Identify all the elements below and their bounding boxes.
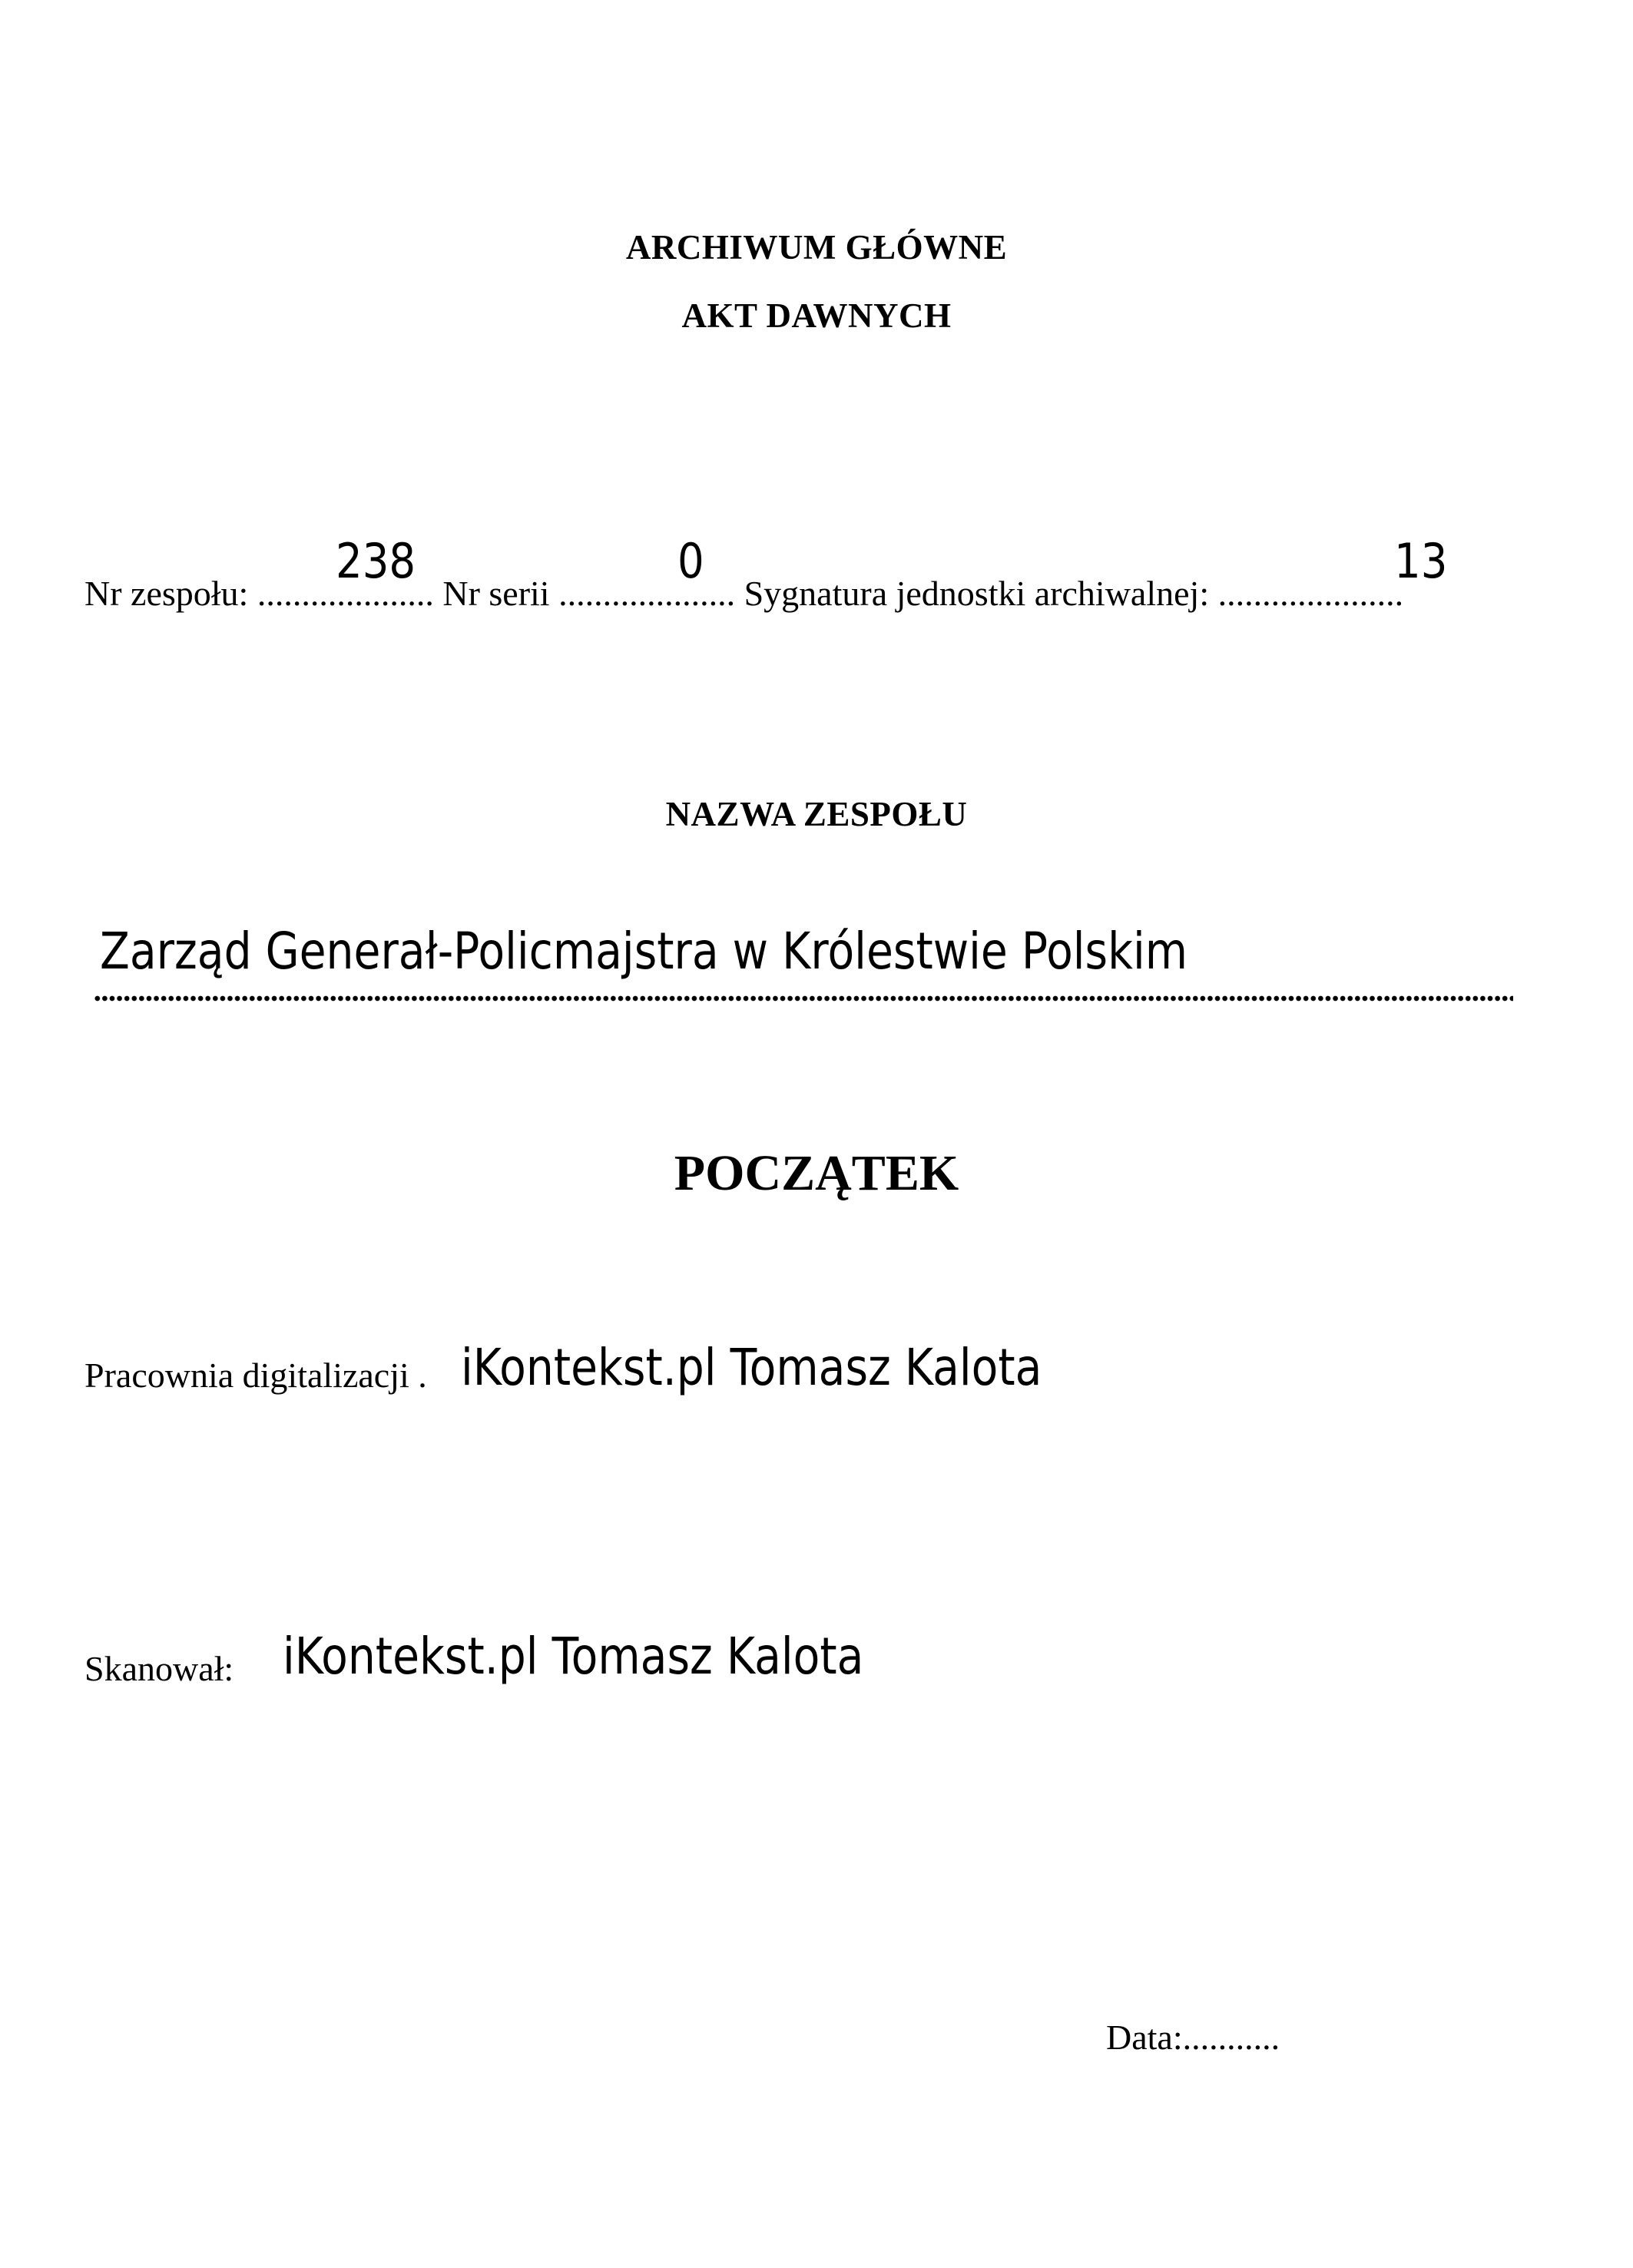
archive-name-line1: ARCHIWUM GŁÓWNE bbox=[625, 228, 1008, 267]
fund-name-value: Zarząd Generał-Policmajstra w Królestwie Polskim bbox=[100, 922, 1188, 981]
archive-name-line2: AKT DAWNYCH bbox=[681, 296, 952, 335]
digitization-lab-label: Pracownia digitalizacji . bbox=[84, 1356, 427, 1395]
fund-number-value: 238 bbox=[336, 533, 416, 589]
series-number-label: Nr serii .................... bbox=[442, 574, 736, 613]
fund-name-heading: NAZWA ZESPOŁU bbox=[665, 795, 968, 833]
section-title: POCZĄTEK bbox=[674, 1145, 959, 1201]
fund-number-label: Nr zespołu: .................... bbox=[84, 574, 434, 613]
series-number-value: 0 bbox=[677, 533, 704, 589]
identifiers-row bbox=[84, 573, 1403, 614]
scanned-by-label: Skanował: bbox=[84, 1649, 234, 1688]
digitization-lab-value: iKontekst.pl Tomasz Kalota bbox=[461, 1338, 1042, 1397]
date-field: Data:........... bbox=[1106, 2018, 1280, 2057]
signature-value: 13 bbox=[1394, 533, 1448, 589]
fund-name-dotted-line bbox=[94, 995, 1513, 1002]
signature-label: Sygnatura jednostki archiwalnej: ..................... bbox=[744, 574, 1404, 613]
scanned-by-value: iKontekst.pl Tomasz Kalota bbox=[283, 1627, 864, 1686]
